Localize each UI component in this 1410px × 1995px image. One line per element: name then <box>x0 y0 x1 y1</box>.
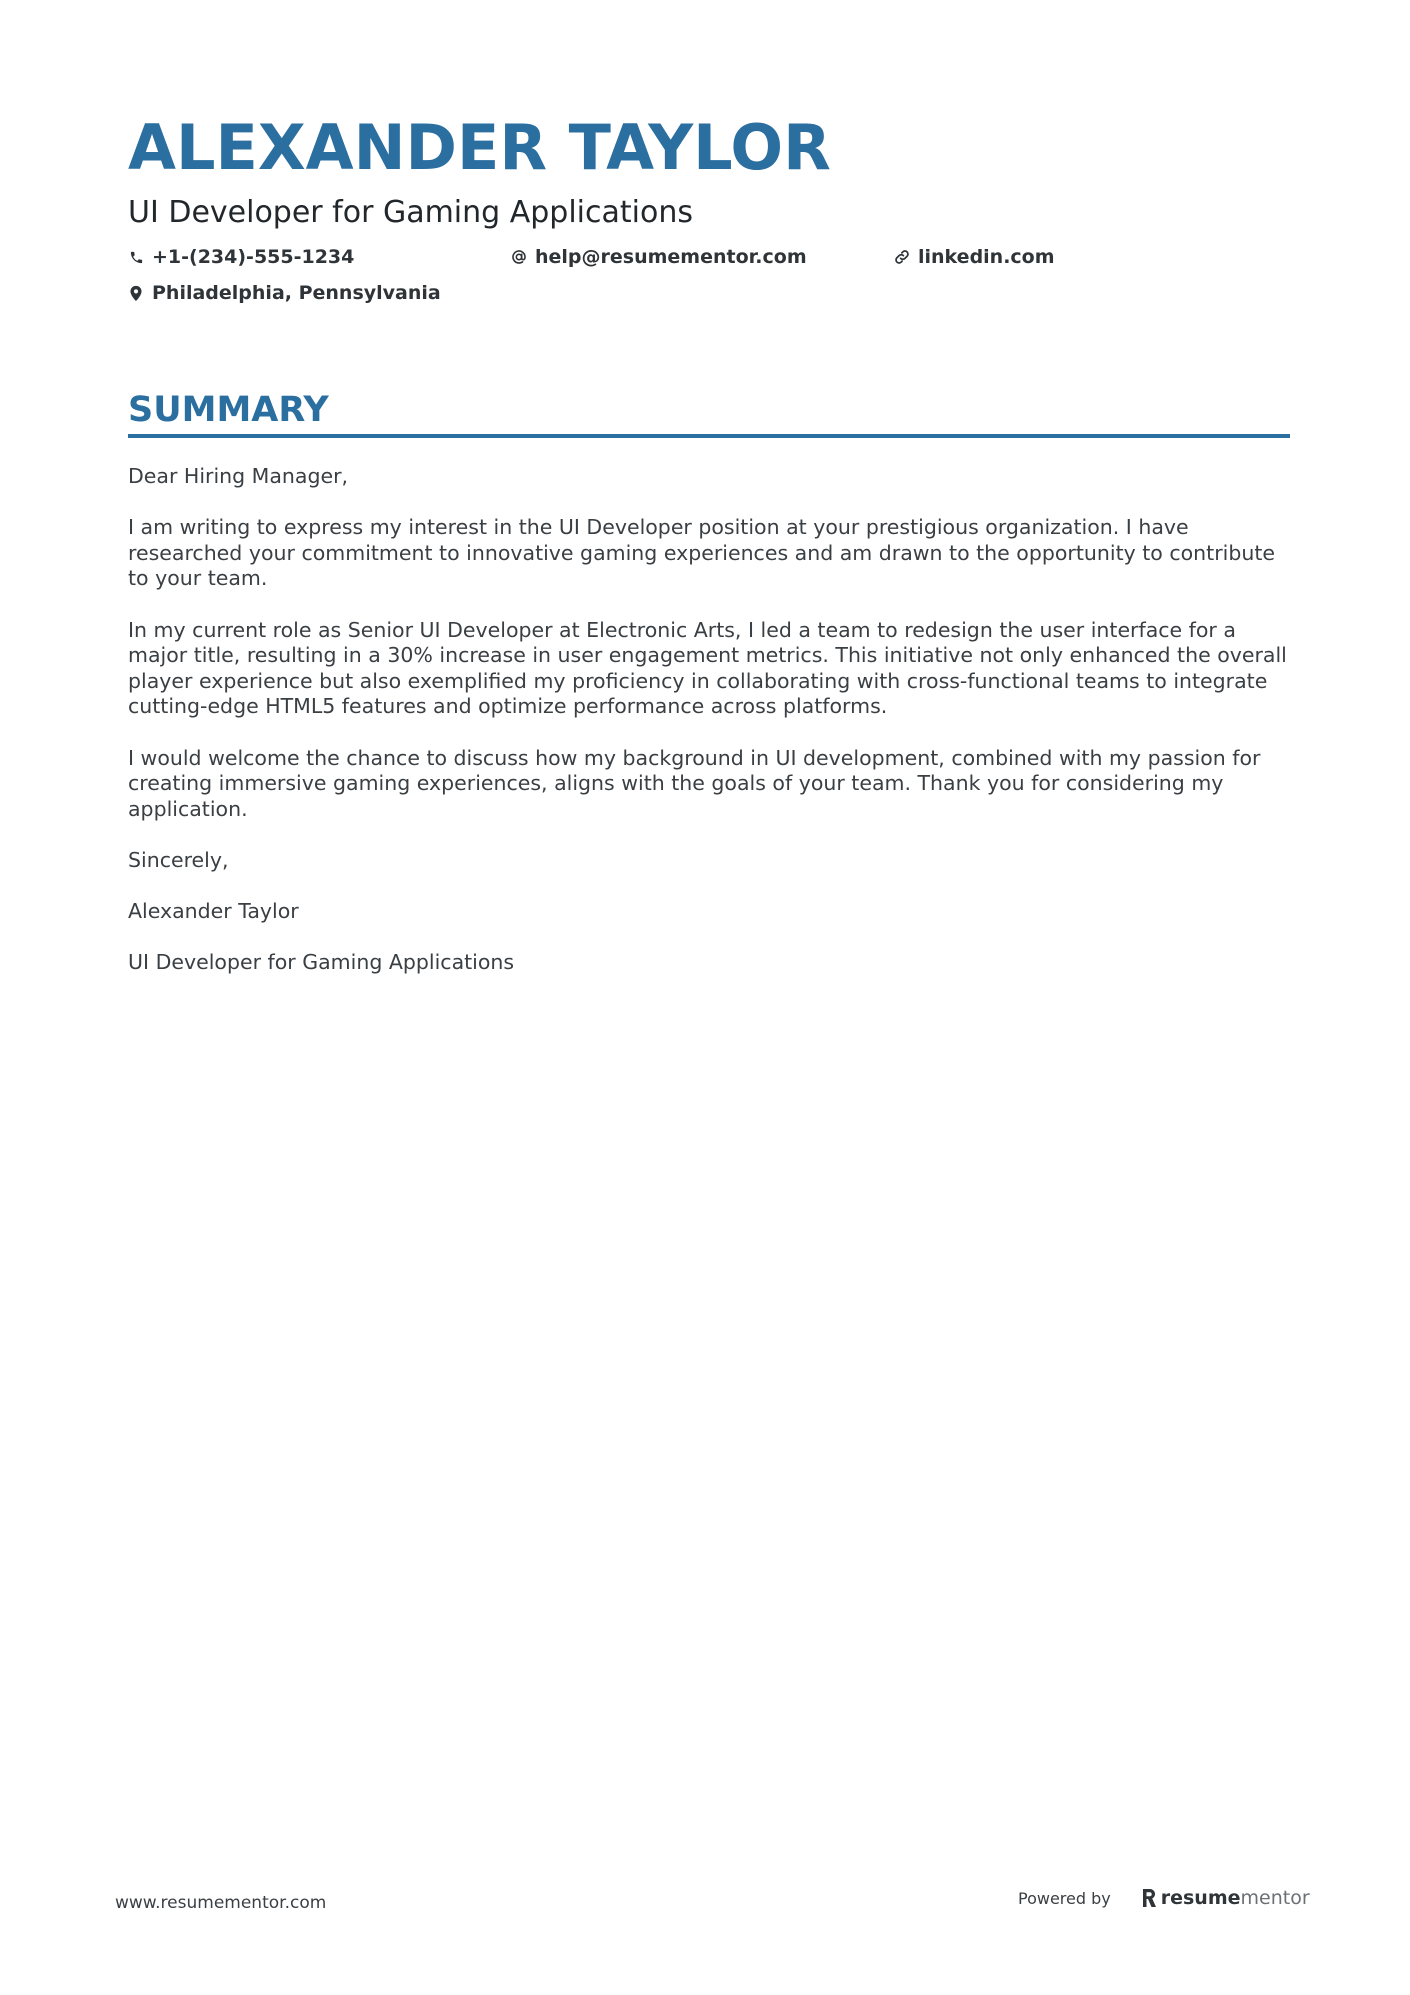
brand-name-bold: resume <box>1160 1887 1241 1909</box>
linkedin-text: linkedin.com <box>918 246 1055 268</box>
phone-icon <box>128 248 144 266</box>
email-text: help@resumementor.com <box>535 246 807 268</box>
at-icon <box>511 248 527 266</box>
contact-location <box>128 282 441 304</box>
letter-greeting: Dear Hiring Manager, <box>128 464 349 488</box>
resume-header <box>128 110 1290 316</box>
footer-powered-by <box>1018 1887 1310 1909</box>
phone-text: +1-(234)-555-1234 <box>152 246 355 268</box>
resumementor-logo[interactable] <box>1141 1887 1310 1909</box>
footer-website[interactable]: www.resumementor.com <box>115 1893 327 1913</box>
letter-paragraph: I would welcome the chance to discuss how my background in UI development, combined with my passion for creating immersive gaming experiences, aligns with the goals of your team. Thank you for considering my application. <box>128 745 1261 821</box>
contact-email[interactable] <box>511 246 807 268</box>
powered-by-text: Powered by <box>1018 1888 1111 1908</box>
link-icon <box>894 248 910 266</box>
contact-linkedin[interactable] <box>894 246 1055 268</box>
candidate-name: ALEXANDER TAYLOR <box>128 111 831 184</box>
signature-title: UI Developer for Gaming Applications <box>128 950 515 975</box>
letter-paragraph: In my current role as Senior UI Developer at Electronic Arts, I led a team to redesign the user interface for a major title, resulting in a 30% increase in user engagement metrics. This initiative not only enhanced the overall player experience but also exemplified my proficiency in collaborating with cross-functional teams to integrate cutting-edge HTML5 features and optimize performance across platforms. <box>128 617 1287 719</box>
contact-info <box>128 246 1290 316</box>
section-title: SUMMARY <box>128 390 329 430</box>
summary-section <box>128 388 1290 1001</box>
location-text: Philadelphia, Pennsylvania <box>152 282 441 304</box>
resumementor-logo-icon <box>1141 1888 1157 1908</box>
location-pin-icon <box>128 284 144 302</box>
brand-name-light: mentor <box>1240 1887 1310 1909</box>
contact-phone <box>128 246 354 268</box>
signature-name: Alexander Taylor <box>128 899 299 924</box>
letter-body <box>128 464 1290 976</box>
letter-closing: Sincerely, <box>128 847 229 872</box>
section-divider <box>128 434 1290 438</box>
letter-paragraph: I am writing to express my interest in the UI Developer position at your prestigious organization. I have researched your commitment to innovative gaming experiences and am drawn to the opportunity to contribute to your team. <box>128 515 1275 591</box>
candidate-title: UI Developer for Gaming Applications <box>128 195 693 230</box>
